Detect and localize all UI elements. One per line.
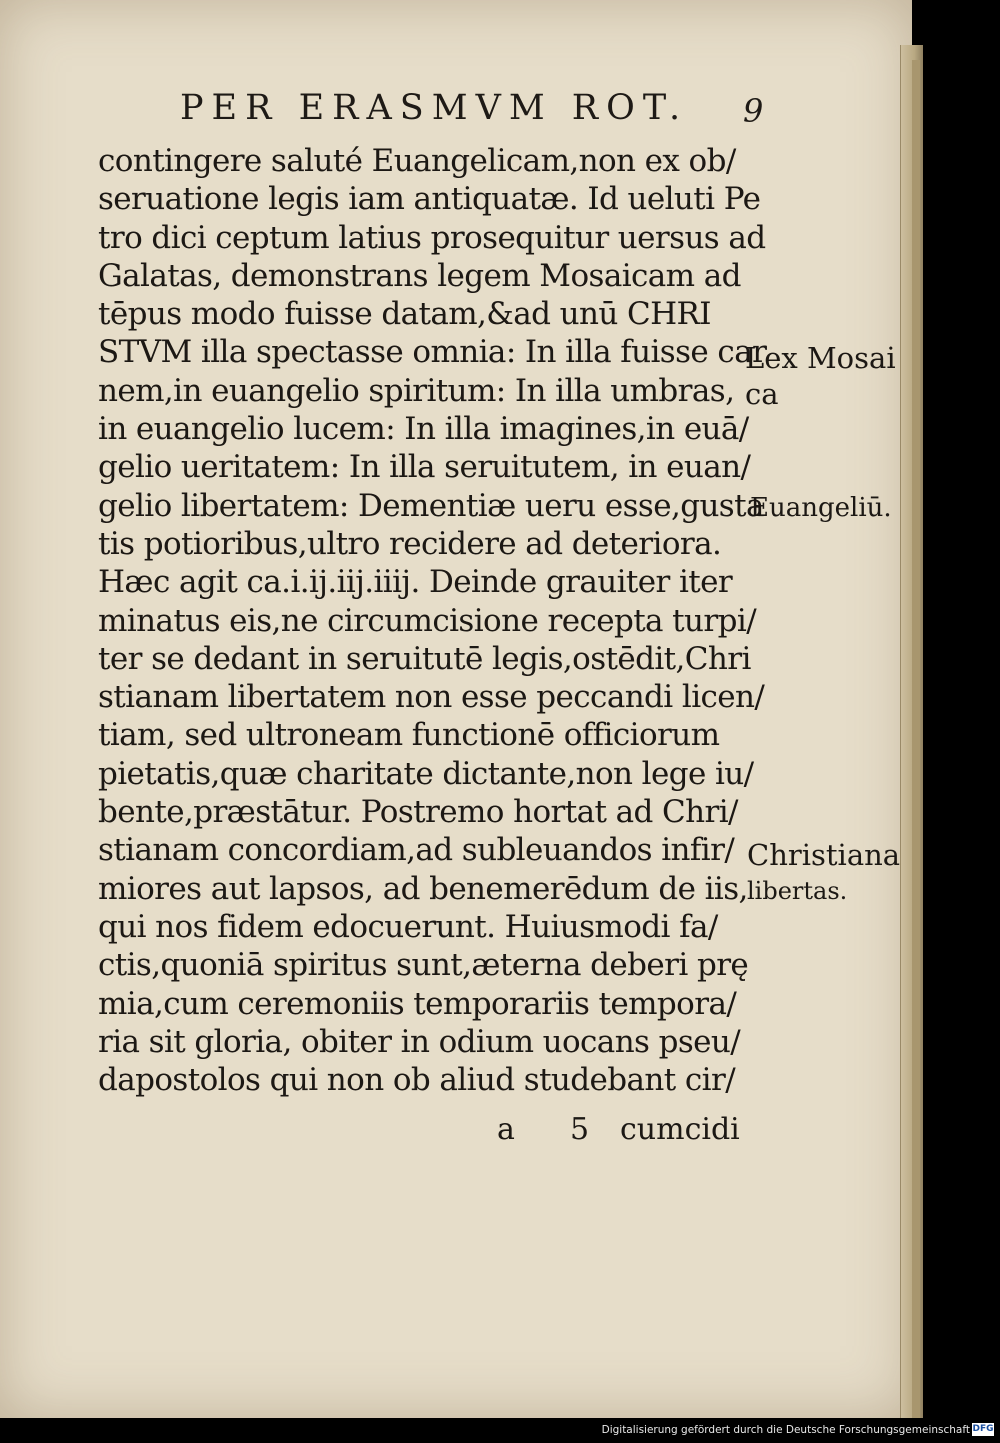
catchword: cumcidi — [620, 1112, 740, 1147]
text-line: minatus eis,ne circumcisione recepta turpi/ — [98, 602, 757, 639]
text-line: gelio ueritatem: In illa seruitutem, in euan/ — [98, 449, 751, 486]
text-line: qui nos fidem edocuerunt. Huiusmodi fa/ — [98, 908, 718, 945]
text-line: tis potioribus,ultro recidere ad deteriora. — [98, 525, 722, 562]
text-line: tro dici ceptum latius prosequitur uersus ad — [98, 219, 766, 256]
text-line: gelio libertatem: Dementiæ ueru esse,gusta — [98, 487, 764, 524]
dfg-logo: DFG — [972, 1424, 994, 1434]
footer-credit: Digitalisierung gefördert durch die Deutsche Forschungsgemeinschaft — [601, 1424, 970, 1436]
text-line: mia,cum ceremoniis temporariis tempora/ — [98, 985, 737, 1022]
text-line: nem,in euangelio spiritum: In illa umbras, — [98, 372, 735, 409]
text-line: STVM illa spectasse omnia: In illa fuisse car — [98, 334, 767, 371]
marginal-note-line: Lex Mosai — [745, 341, 896, 375]
text-line: contingere saluté Euangelicam,non ex ob/ — [98, 143, 736, 179]
text-line: stianam libertatem non esse peccandi licen/ — [98, 679, 765, 716]
marginal-note-lex-mosaica — [745, 340, 896, 412]
marginal-note-euangelium: Euangeliū. — [750, 493, 892, 523]
signature-number: 5 — [570, 1112, 590, 1147]
text-line: ter se dedant in seruitutē legis,ostēdit,Chri — [98, 640, 751, 677]
signature-mark: a — [497, 1112, 515, 1147]
text-line: Galatas, demonstrans legem Mosaicam ad — [98, 257, 741, 294]
text-line: ria sit gloria, obiter in odium uocans pseu/ — [98, 1023, 741, 1060]
text-line: tiam, sed ultroneam functionē officiorum — [98, 717, 720, 754]
marginal-note-christiana-libertas — [747, 837, 900, 909]
main-text-block — [98, 142, 767, 1099]
marginal-note-line: ca — [745, 377, 779, 411]
text-line: bente,præstātur. Postremo hortat ad Chri/ — [98, 794, 738, 831]
text-line: pietatis,quæ charitate dictante,non lege iu/ — [98, 755, 754, 792]
text-line: in euangelio lucem: In illa imagines,in euā/ — [98, 411, 749, 448]
text-line: Hæc agit ca.i.ij.iij.iiij. Deinde grauiter iter — [98, 564, 733, 601]
running-head: PER ERASMVM ROT. — [180, 88, 689, 128]
text-line: stianam concordiam,ad subleuandos infir/ — [98, 832, 735, 869]
text-line: tēpus modo fuisse datam,&ad unū CHRI — [98, 296, 711, 333]
catchword-line — [0, 1112, 1000, 1152]
page-header — [180, 88, 780, 138]
text-line: ctis,quoniā spiritus sunt,æterna deberi prę — [98, 947, 749, 984]
text-line: seruatione legis iam antiquatæ. Id ueluti Pe — [98, 181, 761, 218]
folio-number: 9 — [743, 92, 764, 130]
text-line: miores aut lapsos, ad benemerēdum de iis, — [98, 870, 748, 907]
marginal-note-line: Christiana — [747, 838, 901, 872]
marginal-note-line: libertas. — [747, 877, 848, 905]
page-edge-shadow — [912, 60, 920, 1420]
text-line: dapostolos qui non ob aliud studebant cir/ — [98, 1062, 736, 1099]
